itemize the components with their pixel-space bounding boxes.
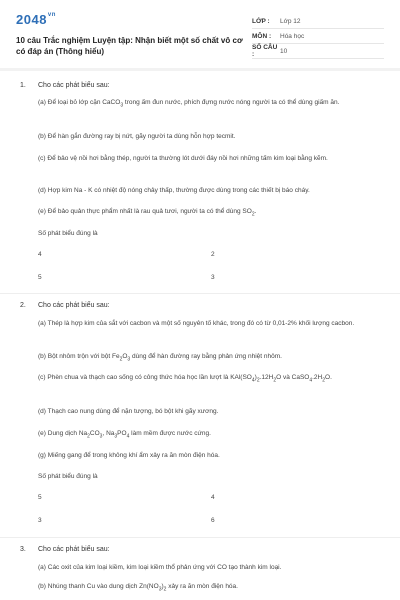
subscript: 2 — [256, 377, 260, 384]
subscript: 3 — [120, 102, 124, 109]
question-divider — [0, 537, 400, 538]
meta-row-subject — [252, 29, 384, 44]
statement-b — [38, 352, 378, 365]
text: ) — [161, 583, 164, 590]
text: xảy ra ăn mòn điện hóa. — [166, 583, 238, 590]
logo-suffix: vn — [47, 12, 56, 18]
meta-row-class — [252, 14, 384, 29]
subscript: 4 — [251, 377, 255, 384]
statement-d: (d) Thạch cao nung dùng để nặn tượng, bó bột khi gãy xương. — [38, 408, 219, 415]
header-separator — [0, 68, 400, 71]
text: O. — [325, 374, 332, 381]
statement-e — [38, 429, 378, 442]
text: (e) Để bảo quản thực phẩm nhất là rau quả tươi, người ta có thể dùng SO — [38, 208, 252, 215]
statement-a — [38, 98, 378, 111]
statement-d: (d) Hợp kim Na - K có nhiệt độ nóng chảy thấp, thường được dùng trong các thiết bị báo cháy. — [38, 187, 310, 194]
meta-row-count — [252, 44, 384, 59]
subscript: 2 — [163, 586, 167, 593]
logo-text: 2048 — [16, 12, 47, 27]
text: PO — [117, 430, 127, 437]
answer-option-c[interactable]: 5 — [38, 274, 42, 281]
text: .2H — [312, 374, 323, 381]
question-prompt: Cho các phát biểu sau: — [38, 82, 110, 89]
question-number: 3. — [20, 546, 26, 553]
subscript: 4 — [309, 377, 313, 384]
question-number: 1. — [20, 82, 26, 89]
answer-option-b[interactable]: 4 — [211, 494, 215, 501]
statement-e — [38, 207, 378, 220]
statement-c: (c) Để bảo vệ nồi hơi bằng thép, người ta thường lót dưới đáy nồi hơi những tấm kim loại bằng kẽm. — [38, 155, 328, 162]
subscript: 3 — [127, 356, 131, 363]
meta-key: LỚP : — [252, 17, 270, 25]
statement-a: (a) Thép là hợp kim của sắt với cacbon và một số nguyên tố khác, trong đó có từ 0,01-2% khối lượng cacbon. — [38, 320, 355, 327]
meta-value: Lớp 12 — [280, 17, 301, 25]
statement-a: (a) Các oxit của kim loại kiềm, kim loại kiềm thổ phản ứng với CO tạo thành kim loại. — [38, 564, 282, 571]
meta-panel — [252, 14, 384, 59]
text: O — [122, 353, 128, 360]
text: .12H — [259, 374, 274, 381]
subscript: 3 — [99, 433, 103, 440]
subscript: 3 — [114, 433, 118, 440]
subscript: 2 — [273, 377, 277, 384]
meta-value: 10 — [280, 47, 288, 55]
answer-option-d[interactable]: 3 — [211, 274, 215, 281]
site-logo[interactable] — [16, 12, 56, 27]
text: (e) Dung dịch Na — [38, 430, 88, 437]
meta-value: Hóa học — [280, 32, 305, 40]
answer-option-c[interactable]: 3 — [38, 517, 42, 524]
text: CO — [89, 430, 100, 437]
text: (a) Để loại bỏ lớp cặn CaCO — [38, 99, 121, 106]
meta-key: SỐ CÂU : — [252, 44, 278, 58]
subscript: 2 — [119, 356, 123, 363]
answer-option-a[interactable]: 4 — [38, 251, 42, 258]
question-prompt: Cho các phát biểu sau: — [38, 302, 110, 309]
statement-g: (g) Miếng gang để trong không khí ẩm xảy ra ăn mòn điện hóa. — [38, 452, 220, 459]
statement-c — [38, 373, 378, 386]
meta-key: MÔN : — [252, 32, 272, 40]
subscript: 2 — [87, 433, 90, 440]
subscript: 2 — [251, 211, 255, 218]
subscript: 4 — [126, 433, 130, 440]
subscript: 3 — [158, 586, 162, 593]
question-instruction: Số phát biểu đúng là — [38, 230, 98, 237]
subscript: 2 — [322, 377, 326, 384]
statement-b: (b) Để hàn gắn đường ray bị nứt, gãy người ta dùng hỗn hợp tecmit. — [38, 133, 236, 140]
question-instruction: Số phát biểu đúng là — [38, 473, 98, 480]
text: trong ấm đun nước, phích đựng nước nóng người ta có thể dùng giấm ăn. — [123, 99, 340, 106]
text: , Na — [102, 430, 115, 437]
text: dùng để hàn đường ray bằng phản ứng nhiệt nhôm. — [130, 353, 282, 360]
answer-option-a[interactable]: 5 — [38, 494, 42, 501]
text: ) — [254, 374, 257, 381]
text: (b) Nhúng thanh Cu vào dung dịch Zn(NO — [38, 583, 159, 590]
text: (b) Bột nhôm trộn với bột Fe — [38, 353, 120, 360]
question-divider — [0, 293, 400, 294]
question-prompt: Cho các phát biểu sau: — [38, 546, 110, 553]
page-title: 10 câu Trắc nghiệm Luyện tập: Nhận biết một số chất vô cơ có đáp án (Thông hiểu) — [16, 36, 243, 56]
text: làm mềm được nước cứng. — [129, 430, 211, 437]
answer-option-d[interactable]: 6 — [211, 517, 215, 524]
text: . — [254, 208, 257, 215]
text: (c) Phèn chua và thạch cao sống có công thức hóa học lần lượt là KAl(SO — [38, 374, 252, 381]
statement-b — [38, 582, 378, 595]
text: O và CaSO — [276, 374, 310, 381]
answer-option-b[interactable]: 2 — [211, 251, 215, 258]
question-number: 2. — [20, 302, 26, 309]
